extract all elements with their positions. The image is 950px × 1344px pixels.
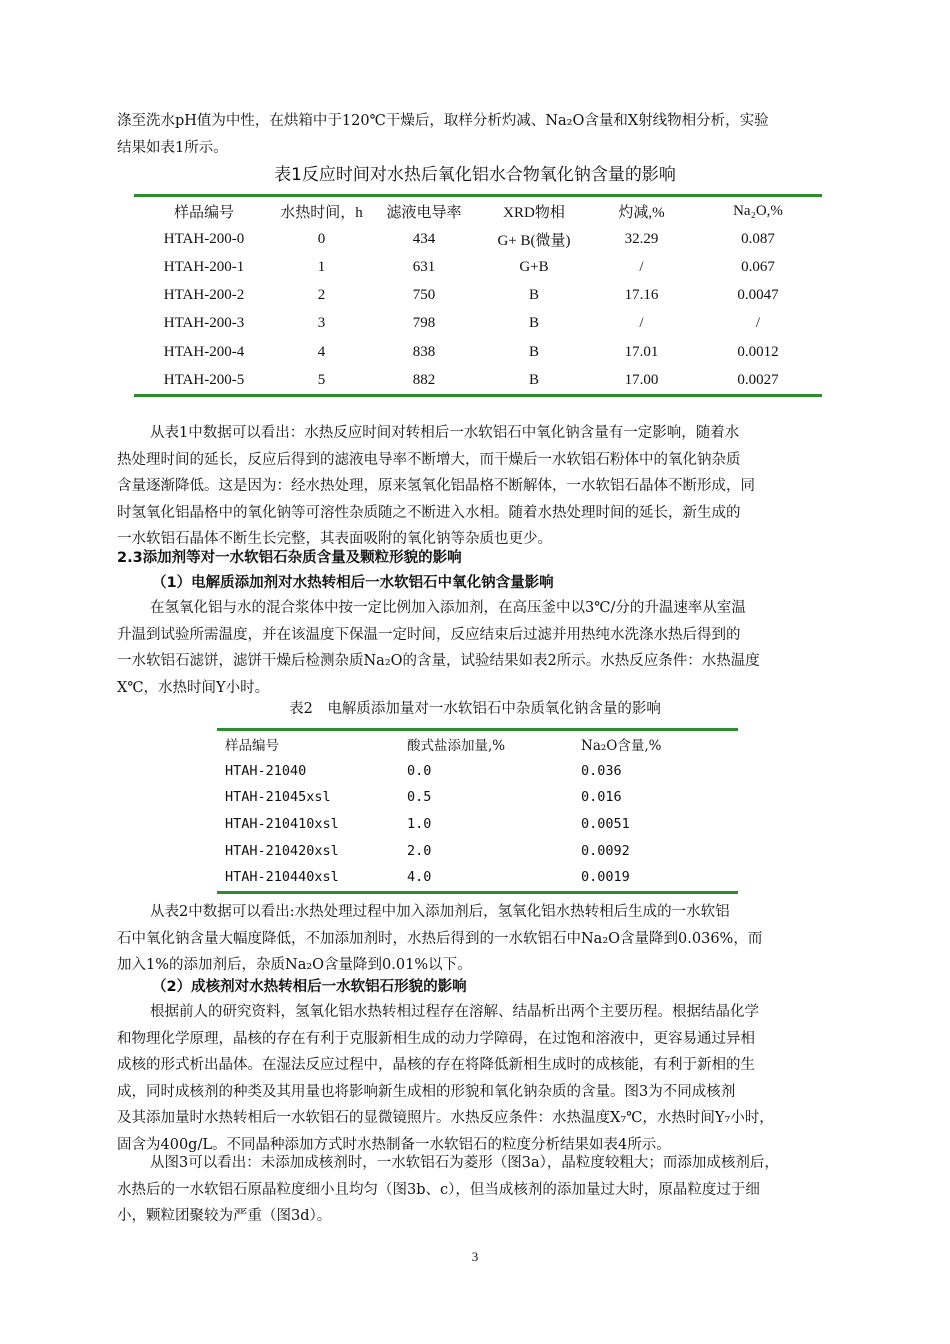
table-cell: HTAH-21045xsl [225,789,331,806]
table-cell: 2 [317,287,326,304]
text-line: 石中氧化钠含量大幅度降低，不加添加剂时，水热后得到的一水软铝石中Na₂O含量降到0.036%，而 [117,930,763,947]
header-cell: 水热时间，h [280,204,363,221]
table-cell: B [528,371,539,388]
text-line: 一水软铝石滤饼，滤饼干燥后检测杂质Na₂O的含量，试验结果如表2所示。水热反应条件：水热温度 [117,653,760,669]
text-line: 成核的形式析出晶体。在湿法反应过程中，晶核的存在将降低新相生成时的成核能，有利于新相的生 [117,1057,755,1073]
paragraph-method [117,595,870,701]
intro-paragraph [117,108,837,161]
table-row [217,784,738,811]
table-cell: G+B [519,258,549,275]
table-cell: HTAH-210440xsl [225,869,339,886]
table1 [134,194,822,397]
table-cell: 0.016 [581,789,622,806]
text-line: 在氢氧化铝与水的混合浆体中按一定比例加入添加剂，在高压釜中以3℃/分的升温速率从室温 [150,600,746,616]
table-cell: 0.087 [741,230,775,247]
text-line: 涤至洗水pH值为中性，在烘箱中于120℃干燥后，取样分析灼减、Na₂O含量和X射线物相分析，实验 [117,113,769,129]
table-cell: 838 [412,343,436,360]
table-cell: 1.0 [407,816,432,833]
table-cell: 0.0027 [737,371,779,388]
table-cell: 0.0047 [737,287,779,304]
table-cell: HTAH-210410xsl [225,816,339,833]
table-cell: 4 [317,343,326,360]
table-cell: / [639,258,644,275]
text-line: 小，颗粒团聚较为严重（图3d）。 [117,1208,332,1224]
table-row [134,225,822,253]
text-line: 水热后的一水软铝石原晶粒度细小且均匀（图3b、c），但当成核剂的添加量过大时，原晶粒度过于细 [117,1181,760,1198]
table-cell: 3 [317,315,326,332]
table-cell: 0.0012 [737,343,779,360]
table-cell: 0.036 [581,762,622,779]
table-cell: 17.16 [624,287,659,304]
table-row [134,366,822,396]
text-line: 时氢氧化铝晶格中的氧化钠等可溶性杂质随之不断进入水相。随着水热处理时间的延长，新生成的 [117,504,741,521]
table-cell: 17.00 [624,371,659,388]
table-row [217,837,738,864]
table-row [134,338,822,366]
table-cell: HTAH-200-1 [163,258,245,275]
text-line: 从图3可以看出：未添加成核剂时，一水软铝石为菱形（图3a），晶粒度较粗大；而添加成核剂后， [150,1155,779,1171]
table-cell: B [528,287,539,304]
paragraph-figure3-discussion [117,1150,870,1230]
table-cell: 4.0 [407,869,432,886]
table2-caption: 表2 电解质添加量对一水软铝石中杂质氧化钠含量的影响 [289,701,661,717]
text-line: 从表2中数据可以看出:水热处理过程中加入添加剂后，氢氧化铝水热转相后生成的一水软铝 [150,904,730,920]
table2 [217,728,738,894]
section-heading: 2.3添加剂等对一水软铝石杂质含量及颗粒形貌的影响 [117,550,462,566]
text-line: 一水软铝石晶体不断生长完整，其表面吸附的氧化钠等杂质也更少。 [117,531,552,547]
table-cell: HTAH-200-0 [163,230,245,247]
table-row [217,864,738,892]
paragraph-table1-discussion [117,420,870,553]
table-cell: HTAH-200-4 [163,343,245,360]
table-cell: 0.0051 [581,816,630,833]
table-row [134,282,822,310]
text-line: 固含为400g/L。不同晶种添加方式时水热制备一水软铝石的粒度分析结果如表4所示。 [117,1136,671,1153]
header-cell: 样品编号 [225,738,279,755]
table-cell: 631 [412,258,436,275]
header-cell: Na₂O含量,% [581,738,662,755]
paragraph-table2-discussion [117,899,870,979]
table-header-row [134,196,822,226]
table-cell: B [528,343,539,360]
table-cell: HTAH-200-2 [163,287,245,304]
header-cell: 滤液电导率 [386,204,462,221]
table-row [134,310,822,338]
text-line: 升温到试验所需温度，并在该温度下保温一定时间，反应结束后过滤并用热纯水洗涤水热后得到的 [117,626,741,643]
table-cell: 17.01 [624,343,659,360]
table-cell: 32.29 [624,230,659,247]
table-cell: 798 [412,315,436,332]
table-cell: / [755,315,761,332]
text-line: 结果如表1所示。 [117,139,228,156]
text-line: 和物理化学原理，晶核的存在有利于克服新相生成的动力学障碍，在过饱和溶液中，更容易通过异相 [117,1030,755,1047]
header-cell: 样品编号 [173,204,234,221]
table-cell: G+ B(微量) [497,232,571,249]
table-cell: 0 [317,230,326,247]
table-cell: 5 [317,371,326,388]
table-cell: HTAH-200-5 [163,371,245,388]
table-cell: HTAH-21040 [225,762,307,779]
subsection-heading: （2）成核剂对水热转相后一水软铝石形貌的影响 [152,979,467,995]
table-cell: 2.0 [407,842,432,859]
table-header-row [217,730,738,758]
table-row [134,253,822,281]
subsection-heading: （1）电解质添加剂对水热转相后一水软铝石中氧化钠含量影响 [152,575,554,591]
table-cell: 0.5 [407,789,432,806]
header-cell: XRD物相 [503,204,565,221]
text-line: 加入1%的添加剂后，杂质Na₂O含量降到0.01%以下。 [117,957,472,973]
text-line: 从表1中数据可以看出：水热反应时间对转相后一水软铝石中氧化钠含量有一定影响，随着水 [150,425,740,441]
table-row [217,811,738,838]
table-row [217,758,738,785]
table-cell: B [528,315,539,332]
table1-caption: 表1反应时间对水热后氧化铝水合物氧化钠含量的影响 [274,165,676,185]
table-cell: HTAH-200-3 [163,315,245,332]
text-line: 热处理时间的延长，反应后得到的滤液电导率不断增大，而干燥后一水软铝石粉体中的氧化钠杂质 [117,451,741,468]
text-line: 及其添加量时水热转相后一水软铝石的显微镜照片。水热反应条件：水热温度X₇℃，水热时间Y₇小时， [117,1110,774,1126]
table-cell: 1 [317,258,326,275]
header-cell: Na₂O,% [733,202,783,219]
header-cell: 灼减,% [618,204,665,221]
table-cell: 750 [412,287,436,304]
table-cell: 0.0019 [581,869,630,886]
table-cell: / [639,315,644,332]
text-line: 根据前人的研究资料，氢氧化铝水热转相过程存在溶解、结晶析出两个主要历程。根据结晶化学 [150,1004,759,1020]
table-cell: 0.0 [407,762,432,779]
paragraph-nucleation [117,999,870,1158]
table-cell: 0.0092 [581,842,630,859]
text-line: 含量逐渐降低。这是因为：经水热处理，原来氢氧化铝晶格不断解体，一水软铝石晶体不断形成，同 [117,478,755,494]
page-number: 3 [471,1249,479,1264]
table-cell: 882 [412,371,436,388]
table-cell: 434 [412,230,436,247]
header-cell: 酸式盐添加量,% [407,738,506,755]
table-cell: HTAH-210420xsl [225,842,339,859]
table-cell: 0.067 [741,258,775,275]
text-line: X℃，水热时间Y小时。 [117,679,270,696]
text-line: 成，同时成核剂的种类及其用量也将影响新生成相的形貌和氧化钠杂质的含量。图3为不同成核剂 [117,1083,736,1100]
